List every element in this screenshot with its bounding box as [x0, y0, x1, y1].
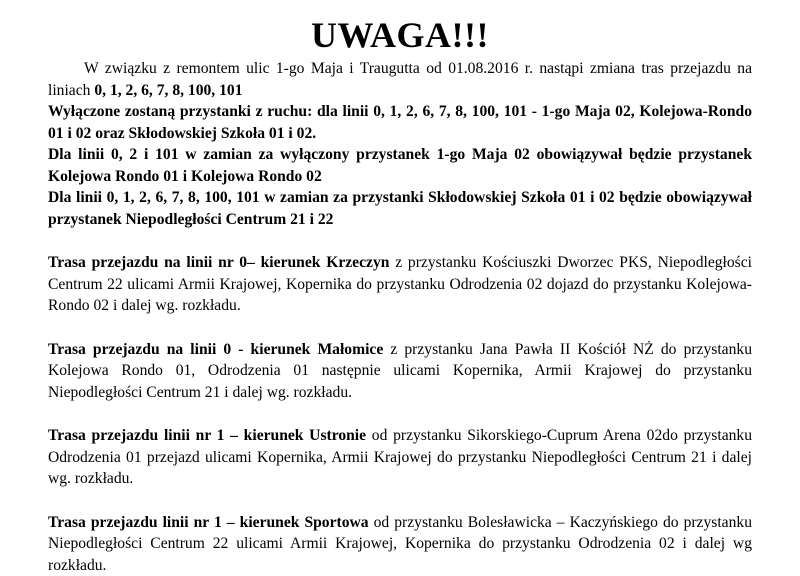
- section-spacer: [48, 490, 752, 512]
- route-paragraph-0-malomice: [48, 339, 752, 404]
- replacement-paragraph-1: Dla linii 0, 2 i 101 w zamian za wyłączony przystanek 1-go Maja 02 obowiązywał będzie przystanek Kolejowa Rondo 01 i Kolejowa Rondo 02: [48, 144, 752, 187]
- route-heading: Trasa przejazdu na linii nr 0– kierunek Krzeczyn: [48, 254, 389, 271]
- intro-text: W związku z remontem ulic 1-go Maja i Traugutta od 01.08.2016 r. nastąpi zmiana tras przejazdu na liniach: [48, 60, 752, 99]
- section-spacer: [48, 230, 752, 252]
- replacement-paragraph-2: Dla linii 0, 1, 2, 6, 7, 8, 100, 101 w zamian za przystanki Skłodowskiej Szkoła 01 i 02 będzie obowiązywał przystanek Niepodległości Centrum 21 i 22: [48, 187, 752, 230]
- notice-document: [48, 14, 752, 576]
- route-heading: Trasa przejazdu na linii 0 - kierunek Małomice: [48, 341, 383, 358]
- closed-stops-paragraph: Wyłączone zostaną przystanki z ruchu: dla linii 0, 1, 2, 6, 7, 8, 100, 101 - 1-go Maja 02, Kolejowa-Rondo 01 i 02 oraz Skłodowskiej Szkoła 01 i 02.: [48, 101, 752, 144]
- route-text: z przystanku Kościuszki Dworzec PKS, Niepodległości Centrum 22 ulicami Armii Krajowej, Kopernika do przystanku Odrodzenia 02 dojazd do przystanku Kolejowa-Rondo 02 i dalej wg. rozkładu.: [48, 254, 752, 314]
- intro-paragraph: [48, 58, 752, 101]
- notice-title: UWAGA!!!: [48, 14, 752, 56]
- route-paragraph-1-sportowa: [48, 512, 752, 576]
- section-spacer: [48, 403, 752, 425]
- route-paragraph-1-ustronie: [48, 425, 752, 490]
- route-text: od przystanku Bolesławicka – Kaczyńskiego do przystanku Niepodległości Centrum 22 ulicami Armii Krajowej, Kopernika do przystanku Odrodzenia 02 i dalej wg rozkładu.: [48, 514, 752, 574]
- route-text: z przystanku Jana Pawła II Kościół NŻ do przystanku Kolejowa Rondo 01, Odrodzenia 01 następnie ulicami Kopernika, Armii Krajowej do przystanku Niepodległości Centrum 21 i dalej wg. rozkładu.: [48, 341, 752, 401]
- intro-lines: 0, 1, 2, 6, 7, 8, 100, 101: [94, 82, 242, 99]
- route-heading: Trasa przejazdu linii nr 1 – kierunek Ustronie: [48, 427, 366, 444]
- section-spacer: [48, 317, 752, 339]
- route-text: od przystanku Sikorskiego-Cuprum Arena 02do przystanku Odrodzenia 01 przejazd ulicami Kopernika, Armii Krajowej do przystanku Niepodległości Centrum 21 i dalej wg. rozkładu.: [48, 427, 752, 487]
- route-paragraph-0-krzeczyn: [48, 252, 752, 317]
- route-heading: Trasa przejazdu linii nr 1 – kierunek Sportowa: [48, 514, 369, 531]
